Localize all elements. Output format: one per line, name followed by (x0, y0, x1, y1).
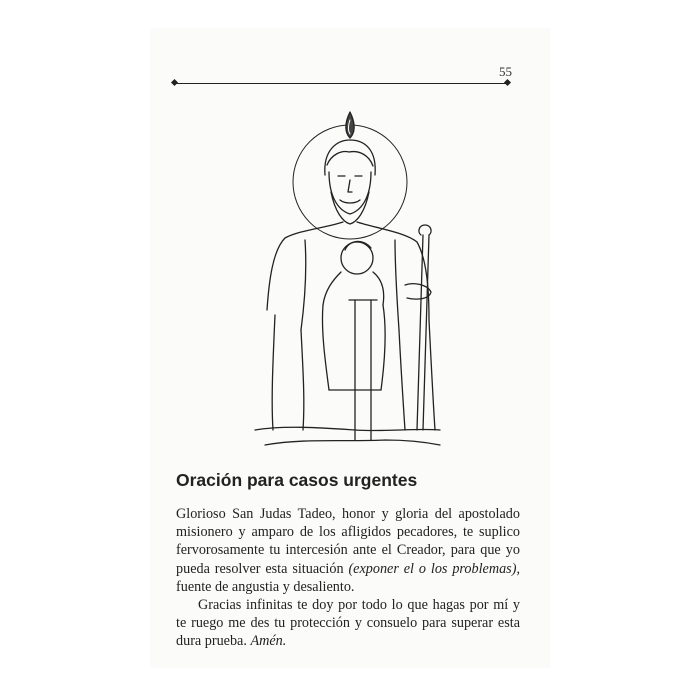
paragraph-1 (176, 505, 520, 596)
paragraph-2-amen: Amén. (250, 633, 287, 650)
paragraph-1-text: Glorioso San Judas Tadeo, honor y gloria del apostolado misionero y amparo de los afligidos pecadores, te suplico fervorosamente tu intercesión ante el Creador, para que yo pueda resolver esta situación (176, 506, 520, 577)
paragraph-1-text-end: , fuente de angustia y desaliento. (176, 560, 520, 595)
header-rule (175, 83, 508, 84)
prayer-heading: Oración para casos urgentes (176, 470, 418, 490)
saint-jude-illustration (245, 100, 445, 450)
paragraph-2 (176, 596, 520, 651)
page-number: 55 (499, 64, 512, 79)
paragraph-2-text: Gracias infinitas te doy por todo lo que hagas por mí y te ruego me des tu protección y consuelo para superar esta dura prueba. (176, 597, 520, 650)
paragraph-1-italic: (exponer el o los problemas) (348, 560, 517, 577)
prayer-body (176, 505, 520, 651)
